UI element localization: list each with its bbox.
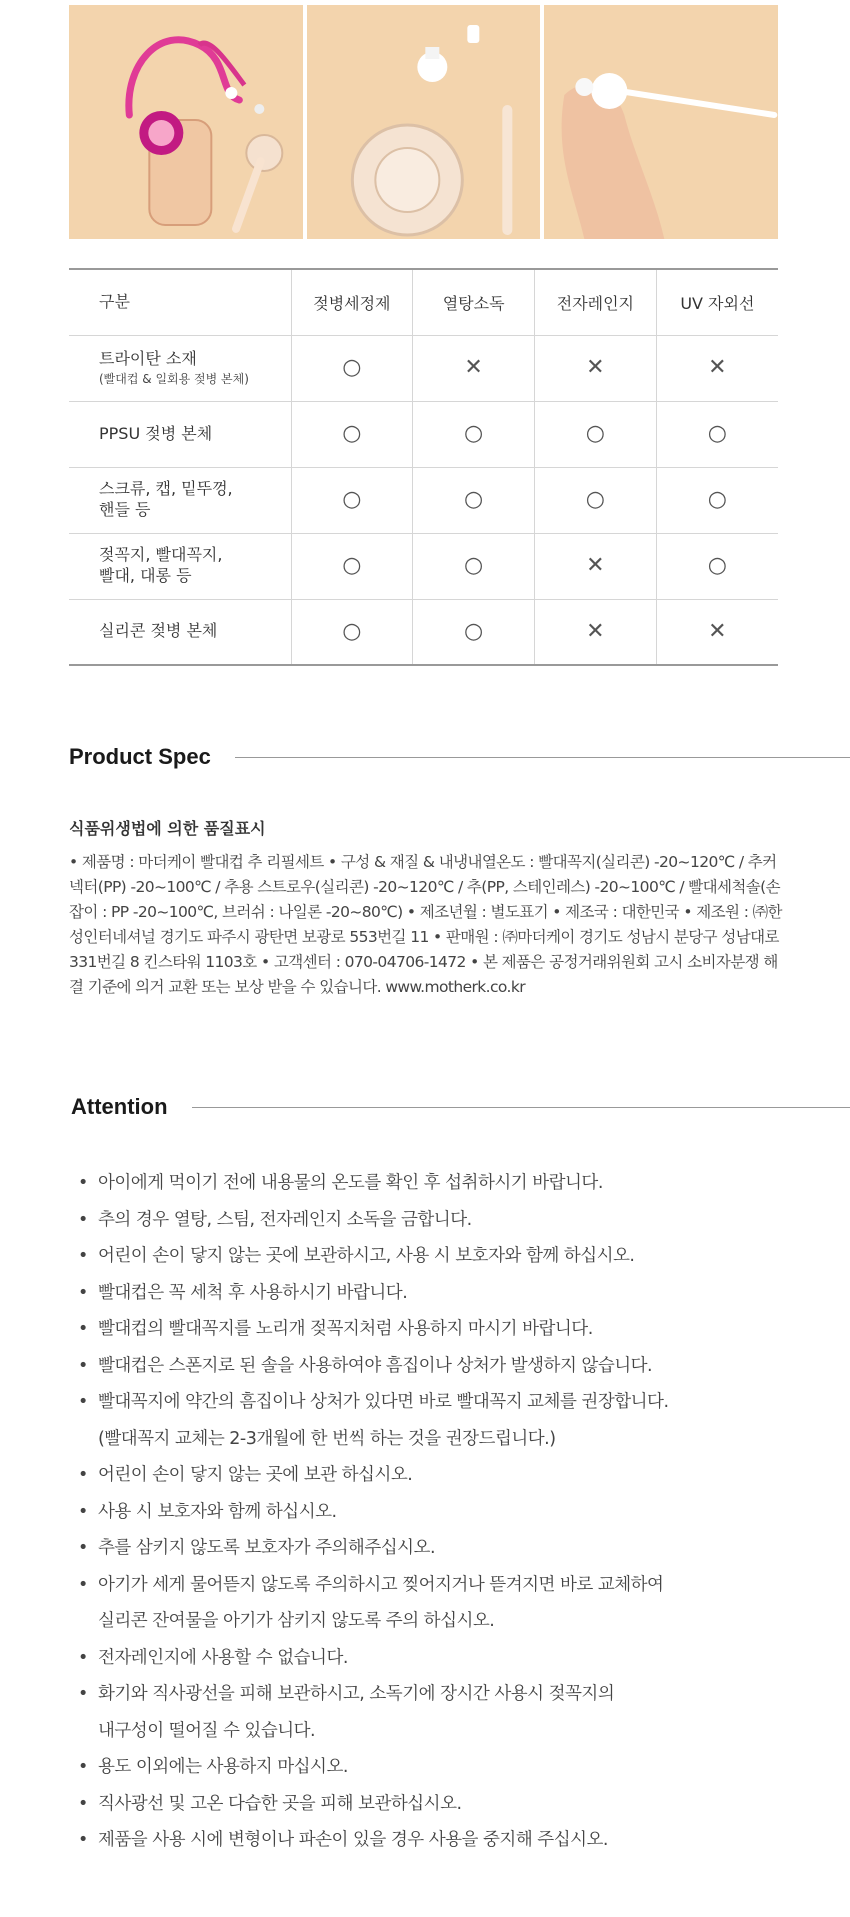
attention-list <box>78 1165 818 1859</box>
list-item <box>78 1640 818 1677</box>
product-spec-title: Product Spec <box>69 744 211 769</box>
mark-symbol: ✕ <box>708 355 727 380</box>
cleaning-method-table <box>69 268 778 666</box>
section-divider <box>192 1107 850 1108</box>
table-cell-mark <box>535 401 657 467</box>
bullet-icon: • <box>78 1757 88 1777</box>
list-item <box>78 1384 818 1457</box>
product-photo-strip <box>69 5 778 239</box>
mark-symbol: ✕ <box>708 618 727 644</box>
list-item-text: 빨대꼭지에 약간의 흠집이나 상처가 있다면 바로 빨대꼭지 교체를 권장합니다. <box>98 1392 669 1412</box>
table-row <box>69 401 778 467</box>
row-label-nipple-straw <box>69 533 291 599</box>
table-header-row <box>69 269 778 335</box>
bullet-icon: • <box>78 1209 88 1230</box>
header-category: 구분 <box>69 269 291 335</box>
list-item-text: 아이에게 먹이기 전에 내용물의 온도를 확인 후 섭취하시기 바랍니다. <box>98 1173 603 1193</box>
row-label-screw-cap <box>69 467 291 533</box>
list-item <box>78 1822 818 1859</box>
hand-holding-straw-weight-photo <box>544 5 778 239</box>
bullet-icon: • <box>78 1647 88 1668</box>
list-item-text: 제품을 사용 시에 변형이나 파손이 있을 경우 사용을 중지해 주십시오. <box>98 1830 608 1850</box>
section-divider <box>235 757 850 758</box>
list-item-text: 빨대컵은 꼭 세척 후 사용하시기 바랍니다. <box>98 1282 408 1303</box>
weight-connector-illustration <box>307 5 541 239</box>
bullet-icon: • <box>78 1465 88 1485</box>
list-item-note: (빨대꼭지 교체는 2-3개월에 한 번씩 하는 것을 권장드립니다.) <box>98 1428 556 1449</box>
row-label-silicone <box>69 599 291 665</box>
mark-symbol: ○ <box>585 421 605 446</box>
list-item <box>78 1202 818 1239</box>
table-cell-mark <box>535 533 657 599</box>
bullet-icon: • <box>78 1574 88 1595</box>
row-label-text: 스크류, 캡, 밑뚜껑, 핸들 등 <box>99 479 233 519</box>
bullet-icon: • <box>78 1282 88 1303</box>
mark-symbol: ○ <box>342 421 362 446</box>
list-item-text: 화기와 직사광선을 피해 보관하시고, 소독기에 장시간 사용시 젖꼭지의 <box>98 1684 615 1704</box>
mark-symbol: ○ <box>342 487 362 512</box>
row-label-tritan <box>69 335 291 401</box>
table-cell-mark <box>656 401 778 467</box>
product-spec-subtitle: 식품위생법에 의한 품질표시 <box>69 819 266 838</box>
table-cell-mark <box>291 467 413 533</box>
list-item <box>78 1530 818 1567</box>
list-item-text: 용도 이외에는 사용하지 마십시오. <box>98 1757 348 1777</box>
list-item <box>78 1275 818 1312</box>
row-label-text: PPSU 젖병 본체 <box>99 423 213 443</box>
list-item <box>78 1348 818 1385</box>
table-cell-mark <box>291 335 413 401</box>
list-item-text: 추의 경우 열탕, 스팀, 전자레인지 소독을 금합니다. <box>98 1209 472 1230</box>
list-item <box>78 1494 818 1531</box>
list-item <box>78 1457 818 1494</box>
list-item <box>78 1749 818 1786</box>
row-label-text: 트라이탄 소재 <box>99 348 197 368</box>
table-row <box>69 335 778 401</box>
table-cell-mark <box>291 401 413 467</box>
mark-symbol: ○ <box>707 421 727 446</box>
list-item-text: 빨대컵의 빨대꼭지를 노리개 젖꼭지처럼 사용하지 마시기 바랍니다. <box>98 1319 593 1339</box>
attention-title: Attention <box>71 1094 168 1119</box>
row-label-text: 젖꼭지, 빨대꼭지, 빨대, 대롱 등 <box>99 545 223 585</box>
mark-symbol: ✕ <box>586 618 605 644</box>
mark-symbol: ○ <box>464 421 484 446</box>
product-spec-header <box>69 742 850 772</box>
mark-symbol: ○ <box>464 553 484 578</box>
mark-symbol: ✕ <box>586 355 605 380</box>
list-item <box>78 1311 818 1348</box>
table-row <box>69 533 778 599</box>
list-item-text: 아기가 세게 물어뜯지 않도록 주의하시고 찢어지거나 뜯겨지면 바로 교체하여 <box>98 1574 664 1595</box>
bullet-icon: • <box>78 1392 88 1412</box>
table-cell-mark <box>291 599 413 665</box>
mark-symbol: ○ <box>464 618 484 644</box>
mark-symbol: ○ <box>707 553 727 578</box>
mark-symbol: ○ <box>464 487 484 512</box>
table-cell-mark <box>413 599 535 665</box>
row-label-text: 실리콘 젖병 본체 <box>99 621 218 641</box>
table-cell-mark <box>535 599 657 665</box>
table-row <box>69 467 778 533</box>
list-item-note: 내구성이 떨어질 수 있습니다. <box>98 1720 316 1741</box>
table-cell-mark <box>413 401 535 467</box>
table-cell-mark <box>656 335 778 401</box>
bullet-icon: • <box>78 1319 88 1339</box>
table-cell-mark <box>413 533 535 599</box>
mark-symbol: ○ <box>342 355 362 380</box>
row-label-ppsu <box>69 401 291 467</box>
straw-cup-parts-photo <box>69 5 303 239</box>
table-cell-mark <box>535 335 657 401</box>
list-item <box>78 1165 818 1202</box>
table-row <box>69 599 778 665</box>
table-cell-mark <box>656 533 778 599</box>
bullet-icon: • <box>78 1830 88 1850</box>
list-item <box>78 1676 818 1749</box>
table-cell-mark <box>656 599 778 665</box>
list-item-text: 추를 삼키지 않도록 보호자가 주의해주십시오. <box>98 1538 436 1558</box>
bullet-icon: • <box>78 1355 88 1376</box>
list-item-text: 빨대컵은 스폰지로 된 솔을 사용하여야 흠집이나 상처가 발생하지 않습니다. <box>98 1355 653 1376</box>
list-item-text: 전자레인지에 사용할 수 없습니다. <box>98 1647 348 1668</box>
list-item-text: 어린이 손이 닿지 않는 곳에 보관하시고, 사용 시 보호자와 함께 하십시오. <box>98 1246 635 1266</box>
bullet-icon: • <box>78 1501 88 1522</box>
bullet-icon: • <box>78 1246 88 1266</box>
list-item <box>78 1567 818 1640</box>
table-cell-mark <box>656 467 778 533</box>
table-cell-mark <box>413 467 535 533</box>
bullet-icon: • <box>78 1793 88 1814</box>
straw-cup-parts-illustration <box>69 5 303 239</box>
mark-symbol: ○ <box>707 487 727 512</box>
table-cell-mark <box>291 533 413 599</box>
mark-symbol: ✕ <box>464 355 483 380</box>
list-item-text: 어린이 손이 닿지 않는 곳에 보관 하십시오. <box>98 1465 413 1485</box>
list-item-text: 사용 시 보호자와 함께 하십시오. <box>98 1501 337 1522</box>
weight-connector-photo <box>307 5 541 239</box>
bullet-icon: • <box>78 1538 88 1558</box>
mark-symbol: ○ <box>342 553 362 578</box>
mark-symbol: ○ <box>342 618 362 644</box>
header-detergent: 젖병세정제 <box>291 269 413 335</box>
product-spec-text: • 제품명 : 마더케이 빨대컵 추 리필세트 • 구성 & 재질 & 내냉내열온도 : 빨대꼭지(실리콘) -20~120℃ / 추커넥터(PP) -20~100℃ / 추용 스트로우(실리콘) -20~120℃ / 추(PP, 스테인레스) -20~100℃ / 빨대세척솔(손잡이 : PP -20~100℃, 브러쉬 : 나일론 -20~80℃) • 제조년월 : 별도표기 • 제조국 : 대한민국 • 제조원 : ㈜한성인터네셔널 경기도 파주시 광탄면 보광로 553번길 11 • 판매원 : ㈜마더케이 경기도 성남시 분당구 성남대로 331번길 8 킨스타워 1103호 • 고객센터 : 070-04706-1472 • 본 제품은 공정거래위원회 고시 소비자분쟁 해결 기준에 의거 교환 또는 보상 받을 수 있습니다. www.motherk.co.kr <box>69 853 782 996</box>
list-item-note: 실리콘 잔여물을 아기가 삼키지 않도록 주의 하십시오. <box>98 1611 495 1631</box>
list-item-text: 직사광선 및 고온 다습한 곳을 피해 보관하십시오. <box>98 1793 462 1814</box>
table-cell-mark <box>413 335 535 401</box>
bullet-icon: • <box>78 1684 88 1704</box>
list-item <box>78 1238 818 1275</box>
list-item <box>78 1786 818 1823</box>
row-sublabel-text: (빨대컵 & 일회용 젖병 본체) <box>99 371 249 386</box>
header-boiling: 열탕소독 <box>413 269 535 335</box>
attention-header <box>71 1092 850 1122</box>
mark-symbol: ○ <box>585 487 605 512</box>
table-cell-mark <box>535 467 657 533</box>
header-uv: UV 자외선 <box>656 269 778 335</box>
mark-symbol: ✕ <box>586 553 605 578</box>
bullet-icon: • <box>78 1173 88 1193</box>
hand-holding-weight-illustration <box>544 5 778 239</box>
header-microwave: 전자레인지 <box>535 269 657 335</box>
